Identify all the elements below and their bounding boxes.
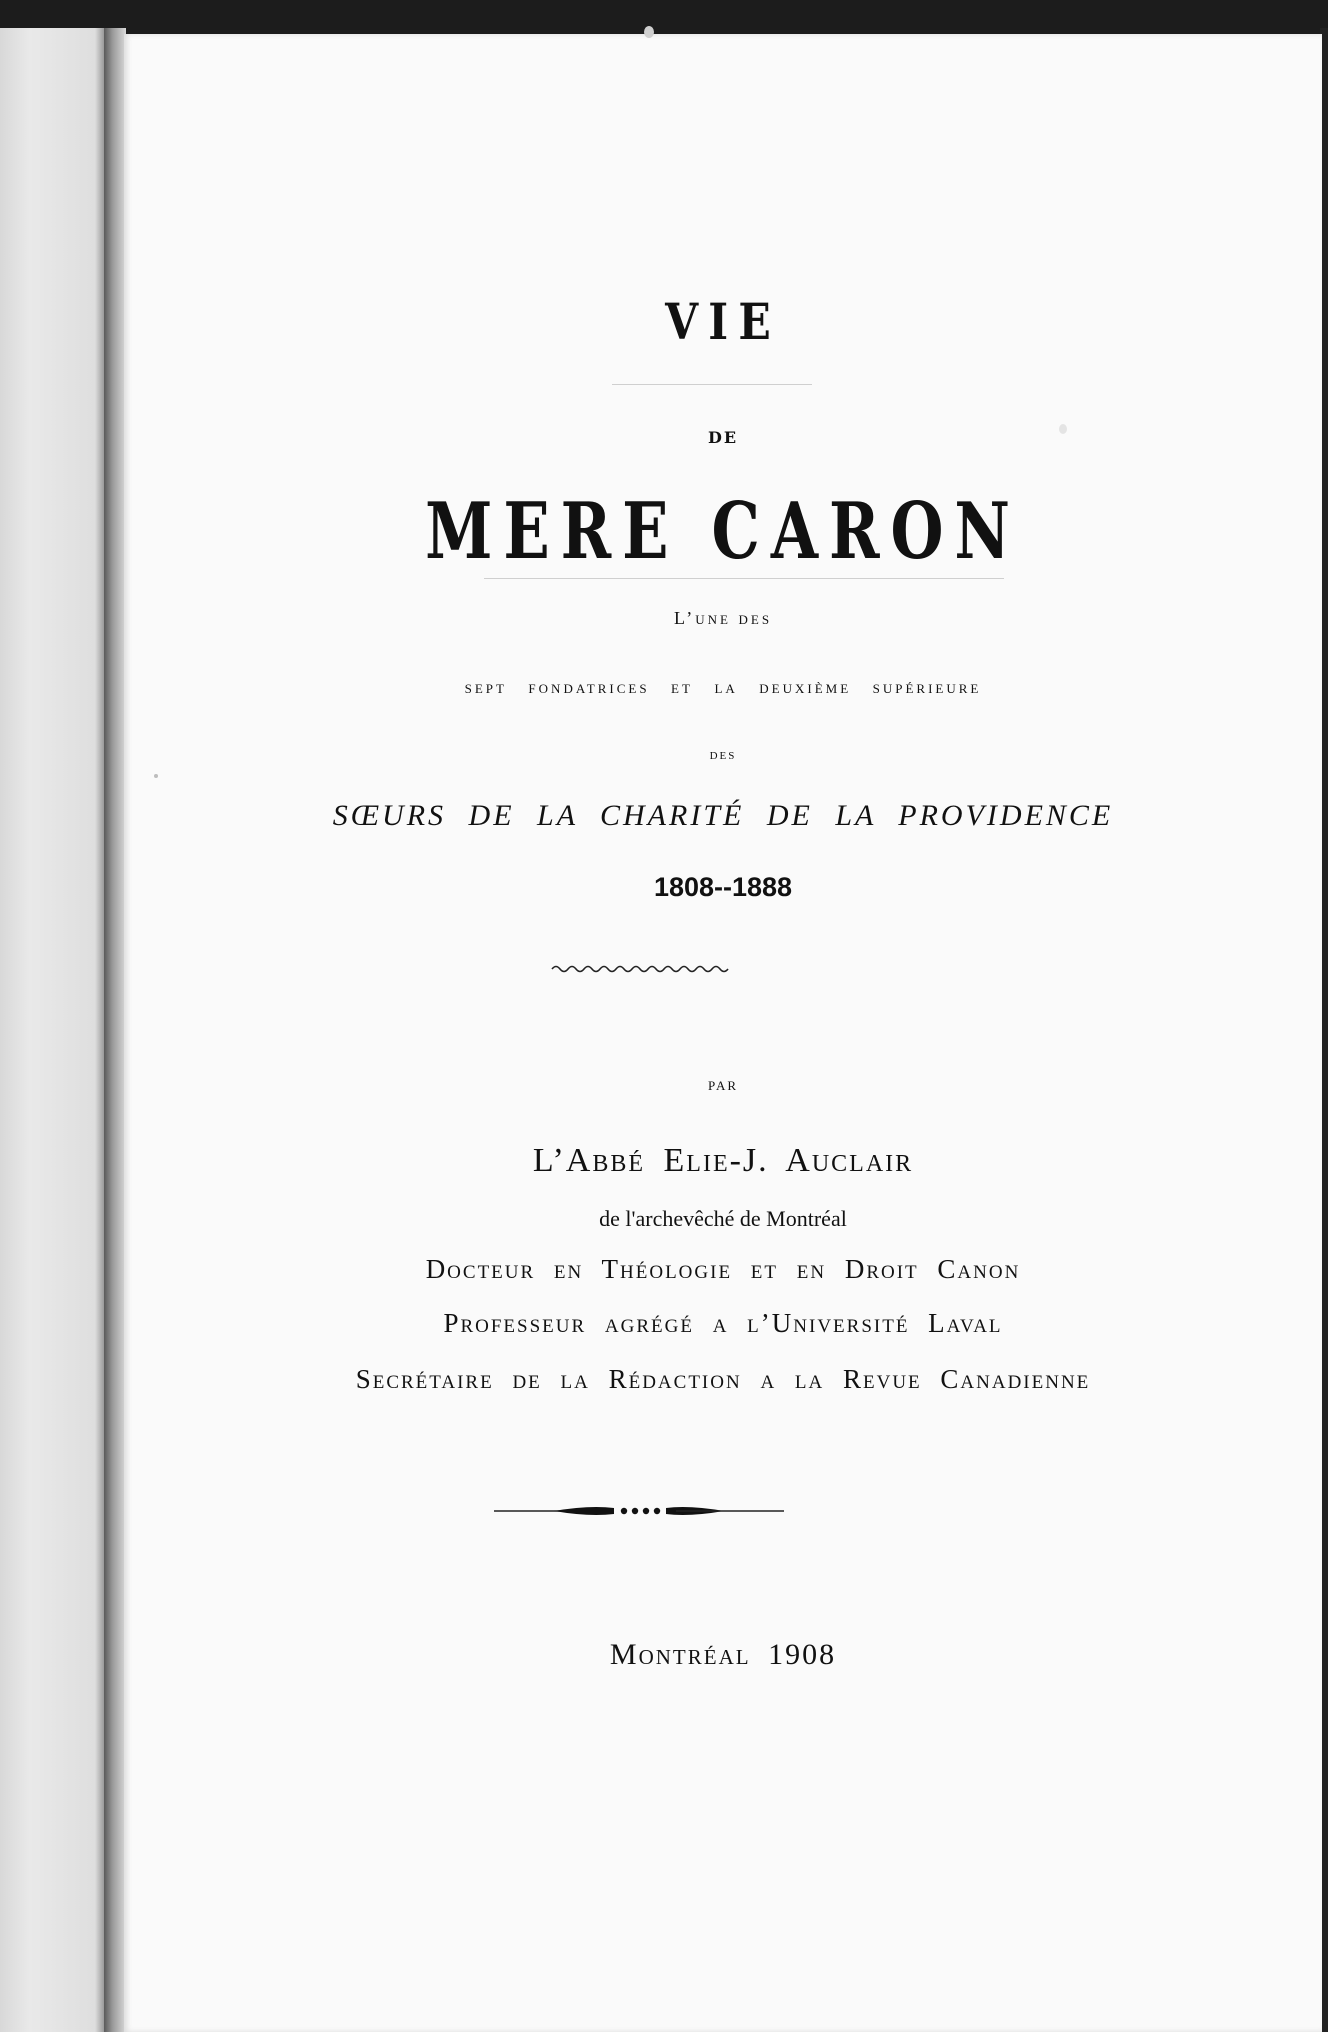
by-label: par — [707, 1074, 739, 1094]
imprint: Montréal 1908 — [609, 1638, 837, 1671]
subtitle-sept-fondatrices: sept fondatrices et la deuxième supérieure — [464, 677, 982, 697]
title-de: DE — [707, 428, 739, 447]
author-affiliation: de l'archevêché de Montréal — [599, 1206, 847, 1231]
author-degree: Docteur en Théologie et en Droit Canon — [425, 1254, 1021, 1284]
congregation-name: SŒURS DE LA CHARITÉ DE LA PROVIDENCE — [332, 799, 1114, 832]
wavy-rule-ornament — [550, 962, 730, 976]
title-underline — [484, 578, 1004, 579]
page-title: MERE CARON — [425, 486, 1021, 577]
dotted-rule-ornament — [494, 1500, 784, 1522]
paper-speck — [154, 774, 158, 778]
author-name: L’Abbé Elie-J. Auclair — [532, 1142, 914, 1179]
paper-speck — [644, 26, 654, 38]
life-years: 1808--1888 — [653, 872, 793, 902]
author-position: Professeur agrégé a l’Université Laval — [443, 1308, 1003, 1338]
title-vie: VIE — [665, 292, 781, 351]
subtitle-une: L’une des — [673, 608, 773, 628]
book-gutter — [104, 28, 126, 2032]
title-page — [124, 34, 1322, 2032]
author-secretary: Secrétaire de la Rédaction a la Revue Canadienne — [355, 1364, 1091, 1394]
subtitle-des: des — [709, 746, 737, 763]
left-page-edge — [0, 28, 108, 2032]
title-underline — [612, 384, 812, 385]
